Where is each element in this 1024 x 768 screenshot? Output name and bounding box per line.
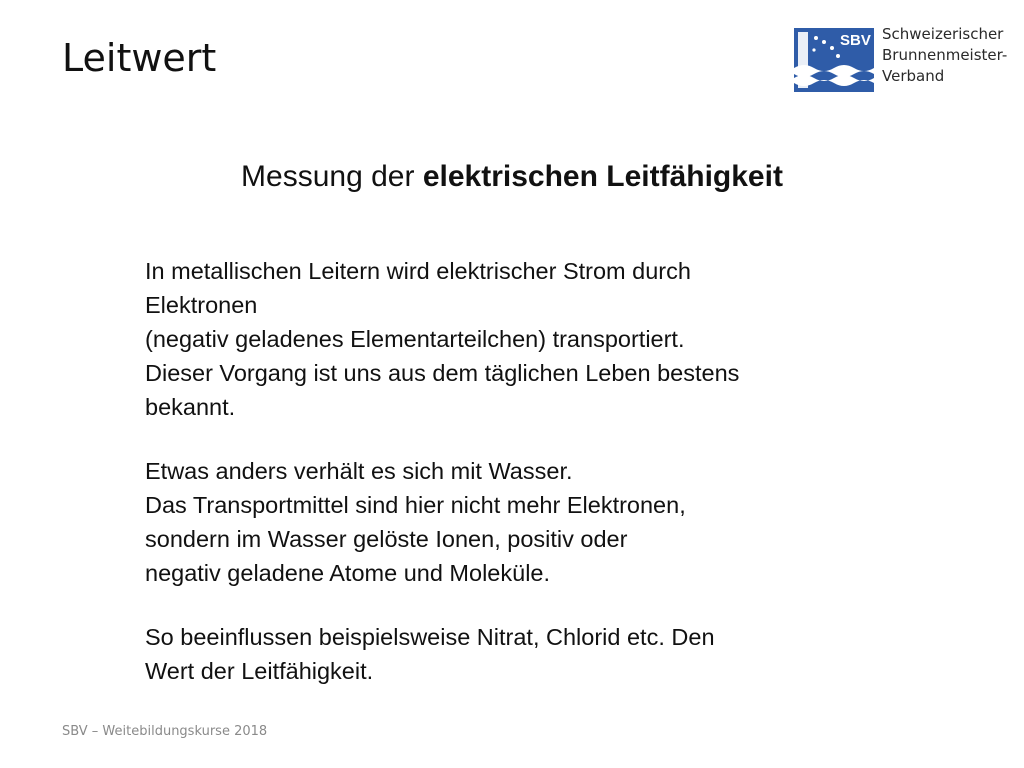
body-line: negativ geladene Atome und Moleküle. <box>145 560 551 586</box>
body-line: bekannt. <box>145 394 236 420</box>
body-line: Wert der Leitfähigkeit. <box>145 658 374 684</box>
logo-abbreviation: SBV <box>840 32 871 49</box>
body-line: In metallischen Leitern wird elektrischer Strom durch <box>145 258 691 284</box>
body-line: Etwas anders verhält es sich mit Wasser. <box>145 458 573 484</box>
logo-text <box>882 24 1007 87</box>
body-line: Elektronen <box>145 292 258 318</box>
subtitle-regular: Messung der <box>241 160 423 193</box>
slide-subtitle <box>0 160 1024 194</box>
paragraph-gap <box>145 424 885 454</box>
slide-footer: SBV – Weitebildungskurse 2018 <box>62 724 268 739</box>
slide-title: Leitwert <box>62 36 217 80</box>
logo-line-3: Verband <box>882 67 945 85</box>
body-line: So beeinflussen beispielsweise Nitrat, Chlorid etc. Den <box>145 624 715 650</box>
body-line: Dieser Vorgang ist uns aus dem täglichen Leben bestens <box>145 360 740 386</box>
logo-line-2: Brunnenmeister- <box>882 46 1008 64</box>
body-line: (negativ geladenes Elementarteilchen) transportiert. <box>145 326 685 352</box>
body-line: sondern im Wasser gelöste Ionen, positiv oder <box>145 526 628 552</box>
subtitle-bold: elektrischen Leitfähigkeit <box>422 160 783 193</box>
body-text <box>145 254 885 688</box>
paragraph-gap <box>145 590 885 620</box>
logo-line-1: Schweizerischer <box>882 25 1004 43</box>
sbv-logo-icon <box>794 28 874 92</box>
body-line: Das Transportmittel sind hier nicht mehr Elektronen, <box>145 492 686 518</box>
sbv-logo <box>794 24 1008 96</box>
